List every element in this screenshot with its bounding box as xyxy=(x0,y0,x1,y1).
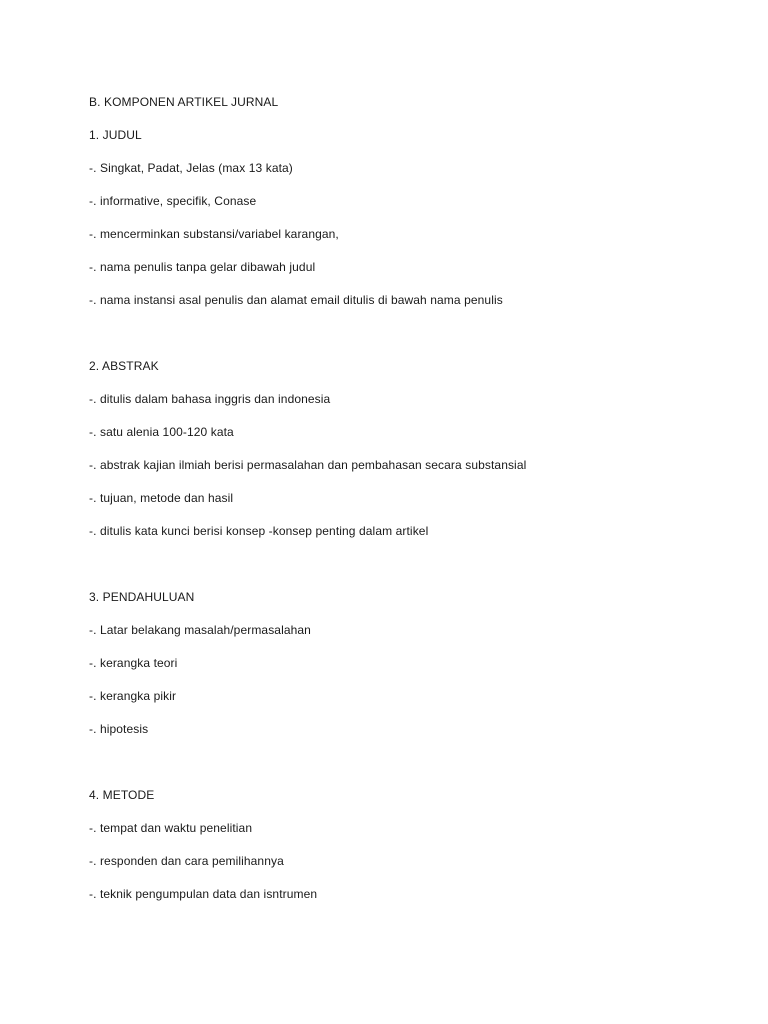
document-title: B. KOMPONEN ARTIKEL JURNAL xyxy=(89,95,279,109)
list-item: -. teknik pengumpulan data dan isntrumen xyxy=(89,887,318,901)
list-item: -. responden dan cara pemilihannya xyxy=(89,854,284,868)
list-item: -. mencerminkan substansi/variabel karangan, xyxy=(89,227,339,241)
list-item: -. ditulis kata kunci berisi konsep -konsep penting dalam artikel xyxy=(89,524,429,538)
list-item: -. Singkat, Padat, Jelas (max 13 kata) xyxy=(89,161,293,175)
list-item: -. hipotesis xyxy=(89,722,149,736)
section-spacer xyxy=(89,324,729,357)
list-item: -. informative, specifik, Conase xyxy=(89,194,257,208)
section-spacer xyxy=(89,753,729,786)
list-item: -. Latar belakang masalah/permasalahan xyxy=(89,623,311,637)
section-spacer xyxy=(89,555,729,588)
list-item: -. kerangka teori xyxy=(89,656,178,670)
list-item: -. ditulis dalam bahasa inggris dan indonesia xyxy=(89,392,331,406)
section-heading-metode: 4. METODE xyxy=(89,788,155,802)
list-item: -. nama instansi asal penulis dan alamat email ditulis di bawah nama penulis xyxy=(89,293,503,307)
section-heading-abstrak: 2. ABSTRAK xyxy=(89,359,159,373)
list-item: -. tujuan, metode dan hasil xyxy=(89,491,234,505)
section-heading-judul: 1. JUDUL xyxy=(89,128,142,142)
section-heading-pendahuluan: 3. PENDAHULUAN xyxy=(89,590,195,604)
list-item: -. abstrak kajian ilmiah berisi permasalahan dan pembahasan secara substansial xyxy=(89,458,527,472)
list-item: -. kerangka pikir xyxy=(89,689,177,703)
list-item: -. nama penulis tanpa gelar dibawah judul xyxy=(89,260,316,274)
document-body xyxy=(89,93,729,918)
list-item: -. satu alenia 100-120 kata xyxy=(89,425,234,439)
list-item: -. tempat dan waktu penelitian xyxy=(89,821,253,835)
